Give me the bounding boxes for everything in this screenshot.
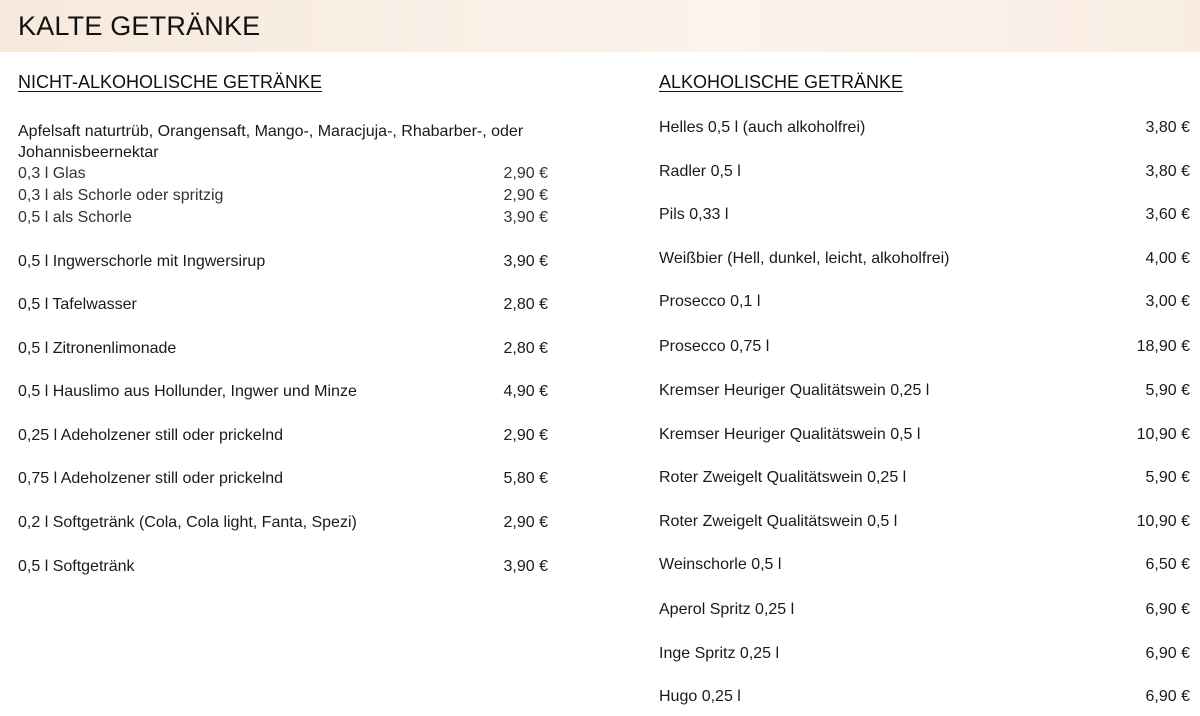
item-name: Roter Zweigelt Qualitätswein 0,5 l bbox=[659, 513, 898, 530]
item-name: 0,25 l Adeholzener still oder prickelnd bbox=[18, 427, 284, 444]
item-price: 6,90 € bbox=[1145, 601, 1190, 618]
item-name: 0,5 l Tafelwasser bbox=[18, 296, 137, 313]
item-name: 0,5 l Zitronenlimonade bbox=[18, 340, 177, 357]
item-name: Radler 0,5 l bbox=[659, 163, 741, 180]
item-name: Weißbier (Hell, dunkel, leicht, alkoholfrei) bbox=[659, 250, 950, 267]
item-price: 3,90 € bbox=[503, 253, 548, 270]
item-name: Prosecco 0,1 l bbox=[659, 293, 761, 310]
item-price: 5,90 € bbox=[1145, 469, 1190, 486]
item-name: Prosecco 0,75 l bbox=[659, 338, 770, 355]
item-price: 2,80 € bbox=[503, 340, 548, 357]
page-title: KALTE GETRÄNKE bbox=[18, 11, 261, 41]
item-price: 6,50 € bbox=[1145, 556, 1190, 573]
item-price: 3,90 € bbox=[503, 209, 548, 226]
item-name: 0,5 l Softgetränk bbox=[18, 558, 135, 575]
item-price: 10,90 € bbox=[1136, 513, 1190, 530]
item-price: 2,80 € bbox=[503, 296, 548, 313]
alcoholic-heading: ALKOHOLISCHE GETRÄNKE bbox=[659, 72, 904, 92]
item-name: 0,5 l als Schorle bbox=[18, 209, 132, 226]
item-name: Inge Spritz 0,25 l bbox=[659, 645, 780, 662]
item-price: 6,90 € bbox=[1145, 645, 1190, 662]
item-name: Helles 0,5 l (auch alkoholfrei) bbox=[659, 119, 866, 136]
item-price: 2,90 € bbox=[503, 165, 548, 182]
item-price: 3,00 € bbox=[1145, 293, 1190, 310]
item-price: 4,90 € bbox=[503, 383, 548, 400]
item-price: 3,90 € bbox=[503, 558, 548, 575]
item-price: 18,90 € bbox=[1136, 338, 1190, 355]
item-name: 0,5 l Hauslimo aus Hollunder, Ingwer und Minze bbox=[18, 383, 357, 400]
item-price: 3,60 € bbox=[1145, 206, 1190, 223]
item-name: 0,2 l Softgetränk (Cola, Cola light, Fanta, Spezi) bbox=[18, 514, 357, 531]
item-price: 2,90 € bbox=[503, 514, 548, 531]
item-price: 2,90 € bbox=[503, 427, 548, 444]
item-name: Pils 0,33 l bbox=[659, 206, 729, 223]
item-name: Kremser Heuriger Qualitätswein 0,5 l bbox=[659, 426, 921, 443]
item-price: 5,80 € bbox=[503, 470, 548, 487]
item-name: Kremser Heuriger Qualitätswein 0,25 l bbox=[659, 382, 930, 399]
item-name: 0,3 l als Schorle oder spritzig bbox=[18, 187, 224, 204]
title-banner bbox=[0, 0, 1200, 52]
item-name: 0,5 l Ingwerschorle mit Ingwersirup bbox=[18, 253, 266, 270]
item-price: 4,00 € bbox=[1145, 250, 1190, 267]
item-name: 0,75 l Adeholzener still oder prickelnd bbox=[18, 470, 284, 487]
item-price: 10,90 € bbox=[1136, 426, 1190, 443]
item-price: 6,90 € bbox=[1145, 688, 1190, 705]
juice-description: Apfelsaft naturtrüb, Orangensaft, Mango-, Maracjuja-, Rhabarber-, oder Johannisbeernektar bbox=[18, 123, 524, 161]
item-price: 3,80 € bbox=[1145, 119, 1190, 136]
item-price: 3,80 € bbox=[1145, 163, 1190, 180]
item-name: 0,3 l Glas bbox=[18, 165, 86, 182]
item-name: Roter Zweigelt Qualitätswein 0,25 l bbox=[659, 469, 907, 486]
item-price: 5,90 € bbox=[1145, 382, 1190, 399]
non-alcoholic-heading: NICHT-ALKOHOLISCHE GETRÄNKE bbox=[18, 72, 323, 92]
item-name: Aperol Spritz 0,25 l bbox=[659, 601, 795, 618]
item-name: Hugo 0,25 l bbox=[659, 688, 741, 705]
item-name: Weinschorle 0,5 l bbox=[659, 556, 782, 573]
item-price: 2,90 € bbox=[503, 187, 548, 204]
